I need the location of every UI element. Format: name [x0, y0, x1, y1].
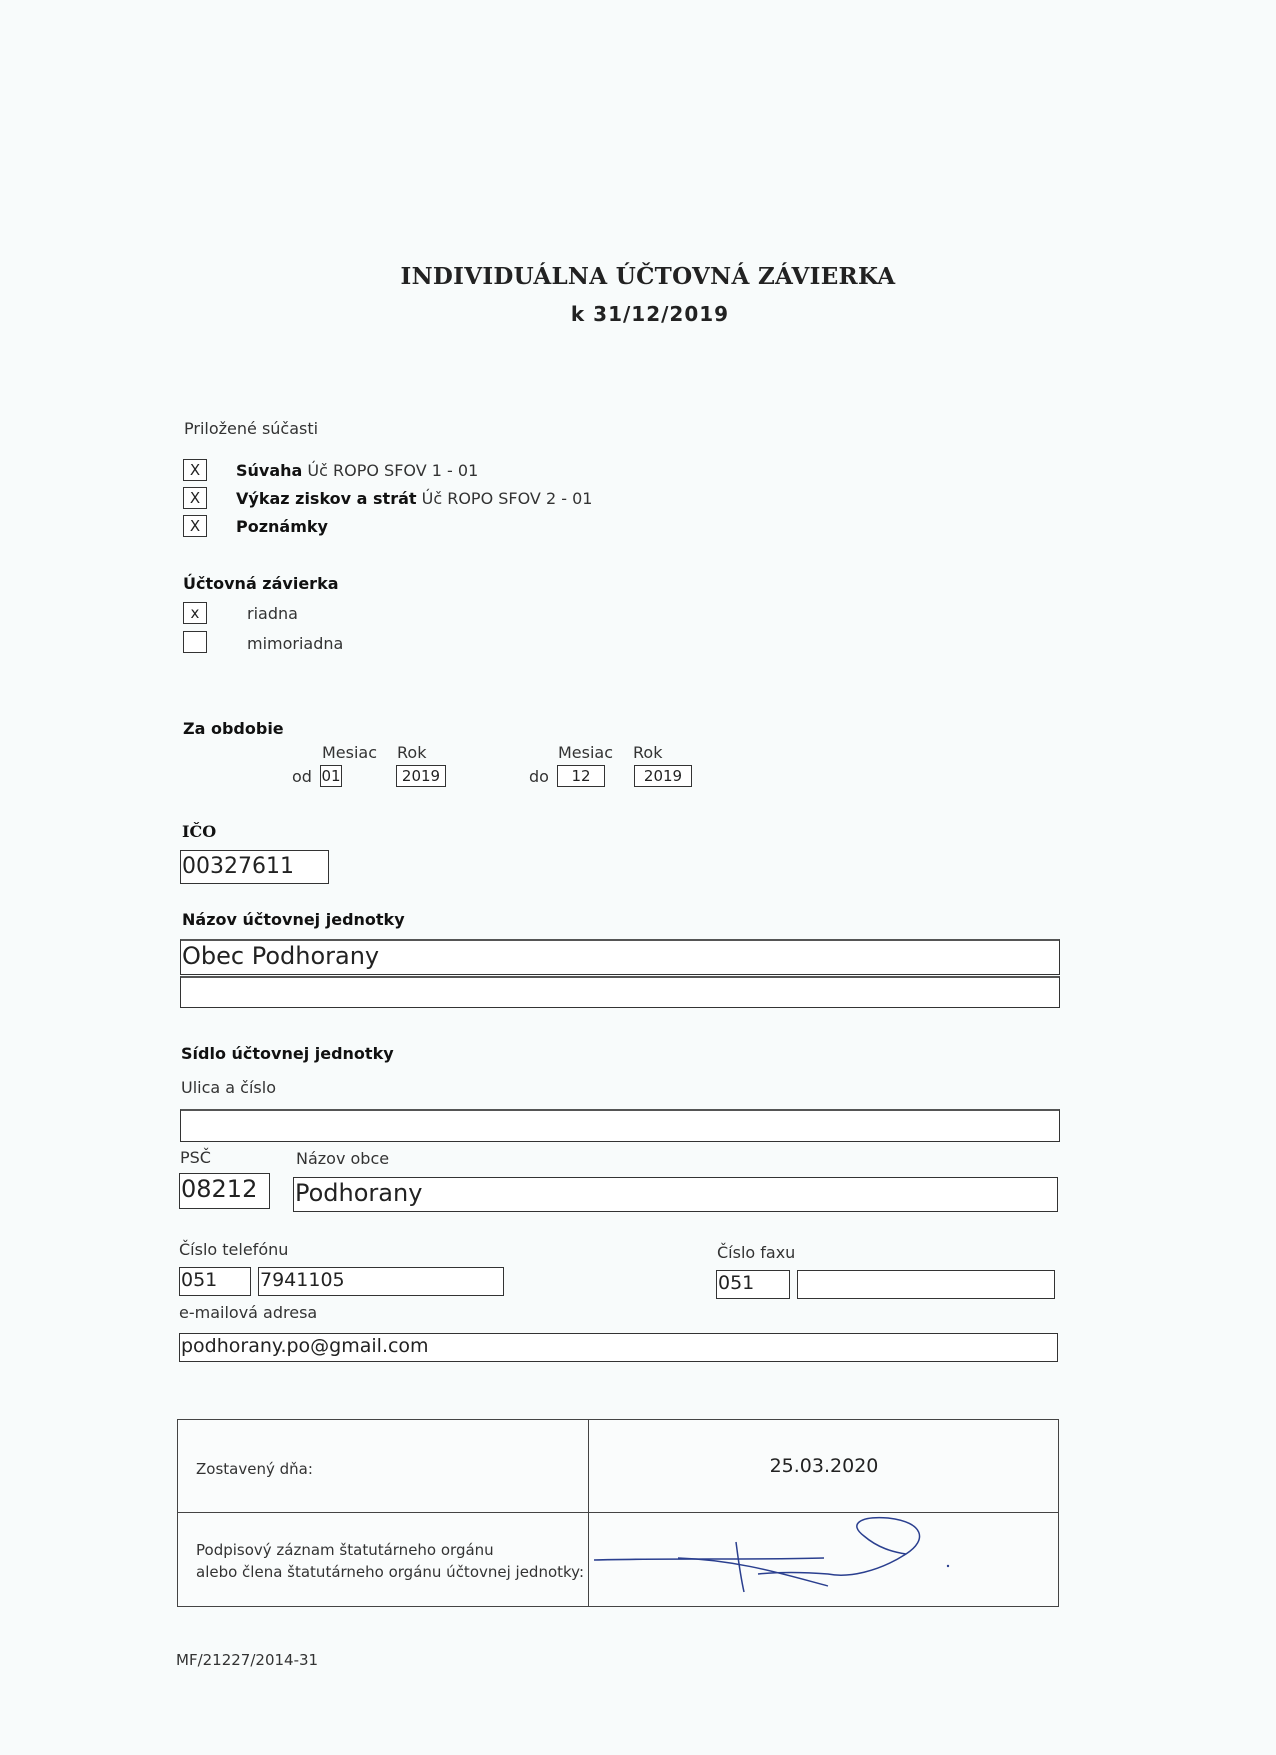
attachment-2-checkbox[interactable]: X [183, 487, 207, 509]
document-title: INDIVIDUÁLNA ÚČTOVNÁ ZÁVIERKA [400, 263, 896, 290]
email-label: e-mailová adresa [179, 1303, 318, 1322]
closing-heading: Účtovná závierka [183, 574, 339, 593]
attachment-1-checkbox[interactable]: X [183, 459, 207, 481]
signature-label-line2: alebo člena štatutárneho orgánu účtovnej jednotky: [196, 1563, 585, 1581]
entity-name-line2[interactable] [180, 976, 1060, 1008]
closing-regular-checkbox[interactable]: x [183, 602, 207, 624]
entity-name-line1[interactable]: Obec Podhorany [180, 939, 1060, 975]
period-to-month-field[interactable]: 12 [557, 765, 605, 787]
attachment-2 [236, 489, 592, 508]
attachment-2-name: Výkaz ziskov a strát [236, 489, 417, 508]
town-label: Názov obce [296, 1149, 390, 1168]
period-from-month-label: Mesiac [322, 743, 378, 762]
attachment-1-name: Súvaha [236, 461, 303, 480]
signature-table [177, 1419, 1059, 1607]
phone-number-field[interactable]: 7941105 [258, 1267, 504, 1296]
period-to-year-label: Rok [633, 743, 663, 762]
period-to-year-field[interactable]: 2019 [634, 765, 692, 787]
period-to-label: do [529, 767, 549, 786]
closing-extraordinary-label: mimoriadna [247, 634, 344, 653]
attachment-3-checkbox[interactable]: X [183, 515, 207, 537]
closing-regular-label: riadna [247, 604, 298, 623]
phone-prefix-field[interactable]: 051 [179, 1267, 251, 1296]
attachments-label: Priložené súčasti [184, 419, 319, 438]
address-heading: Sídlo účtovnej jednotky [181, 1044, 394, 1063]
entity-name-label: Názov účtovnej jednotky [182, 910, 405, 929]
street-field[interactable] [180, 1109, 1060, 1142]
closing-extraordinary-checkbox[interactable] [183, 631, 207, 653]
attachment-3-name: Poznámky [236, 517, 328, 536]
town-field[interactable]: Podhorany [293, 1177, 1058, 1212]
attachment-1 [236, 461, 478, 480]
ico-field[interactable]: 00327611 [180, 850, 329, 884]
document-date: k 31/12/2019 [570, 302, 730, 326]
email-field[interactable]: podhorany.po@gmail.com [179, 1333, 1058, 1362]
period-heading: Za obdobie [183, 719, 284, 738]
attachment-2-detail: Úč ROPO SFOV 2 - 01 [421, 489, 593, 508]
compiled-label: Zostavený dňa: [196, 1460, 313, 1478]
period-from-label: od [292, 767, 312, 786]
psc-field[interactable]: 08212 [179, 1173, 270, 1209]
phone-label: Číslo telefónu [179, 1240, 289, 1259]
fax-number-field[interactable] [797, 1270, 1055, 1299]
signature-drawing [588, 1512, 1060, 1608]
period-to-month-label: Mesiac [558, 743, 614, 762]
attachment-1-detail: Úč ROPO SFOV 1 - 01 [307, 461, 479, 480]
attachment-3 [236, 517, 328, 536]
period-from-month-field[interactable]: 01 [321, 767, 341, 785]
ico-label: IČO [182, 822, 217, 841]
signature-label-line1: Podpisový záznam štatutárneho orgánu [196, 1541, 494, 1559]
form-code: MF/21227/2014-31 [176, 1651, 319, 1669]
period-from-year-field[interactable]: 2019 [396, 765, 446, 787]
psc-label: PSČ [180, 1148, 211, 1167]
compiled-date: 25.03.2020 [769, 1455, 879, 1477]
period-from-year-label: Rok [397, 743, 427, 762]
fax-prefix-field[interactable]: 051 [716, 1270, 790, 1299]
street-label: Ulica a číslo [181, 1078, 276, 1097]
fax-label: Číslo faxu [717, 1243, 796, 1262]
